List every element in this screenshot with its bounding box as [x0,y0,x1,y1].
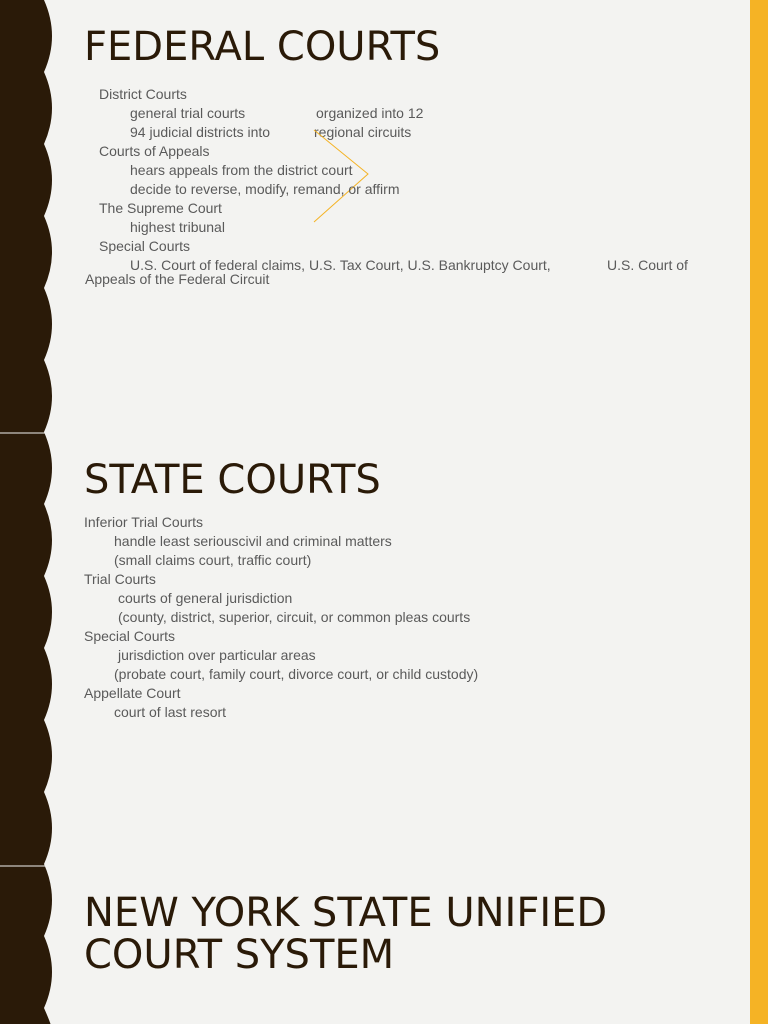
item-special-courts: Special Courts [99,238,191,254]
sub-us-court-of: U.S. Court of [607,257,688,273]
note-organized-into-12: organized into 12 [316,105,424,121]
sub-highest-tribunal: highest tribunal [130,219,225,235]
item-trial-courts: Trial Courts [84,571,156,587]
sub-jurisdiction-over: jurisdiction over particular areas [118,647,316,663]
slide-federal-courts [0,0,768,433]
item-inferior-trial-courts: Inferior Trial Courts [84,514,204,530]
slide-title-line-1: NEW YORK STATE UNIFIED [84,890,608,936]
item-appellate-court: Appellate Court [84,685,181,701]
slide-title: STATE COURTS [84,457,381,503]
slide-state-courts [0,433,768,866]
item-district-courts: District Courts [99,86,187,102]
item-courts-of-appeals: Courts of Appeals [99,143,210,159]
sub-general-jurisdiction: courts of general jurisdiction [118,590,293,606]
sub-appeals-federal-circuit: Appeals of the Federal Circuit [85,271,270,287]
sub-handle-least: handle least seriouscivil and criminal matters [114,533,392,549]
sub-judicial-districts: 94 judicial districts into [130,124,271,140]
item-supreme-court: The Supreme Court [99,200,222,216]
note-regional-circuits: regional circuits [314,124,412,140]
sub-last-resort: court of last resort [114,704,227,720]
sub-special-list: U.S. Court of federal claims, U.S. Tax Court, U.S. Bankruptcy Court, [130,257,551,273]
sub-probate: (probate court, family court, divorce court, or child custody) [114,666,479,682]
sub-general-trial-courts: general trial courts [130,105,246,121]
sub-hears-appeals: hears appeals from the district court [130,162,353,178]
sub-decide-to: decide to reverse, modify, remand, or affirm [130,181,400,197]
sub-small-claims: (small claims court, traffic court) [114,552,312,568]
sub-county-district: (county, district, superior, circuit, or common pleas courts [118,609,471,625]
slide-title: FEDERAL COURTS [84,24,441,70]
item-special-courts: Special Courts [84,628,176,644]
slide-title-line-2: COURT SYSTEM [84,932,395,978]
slide-ny-unified-court-system [0,866,768,1024]
